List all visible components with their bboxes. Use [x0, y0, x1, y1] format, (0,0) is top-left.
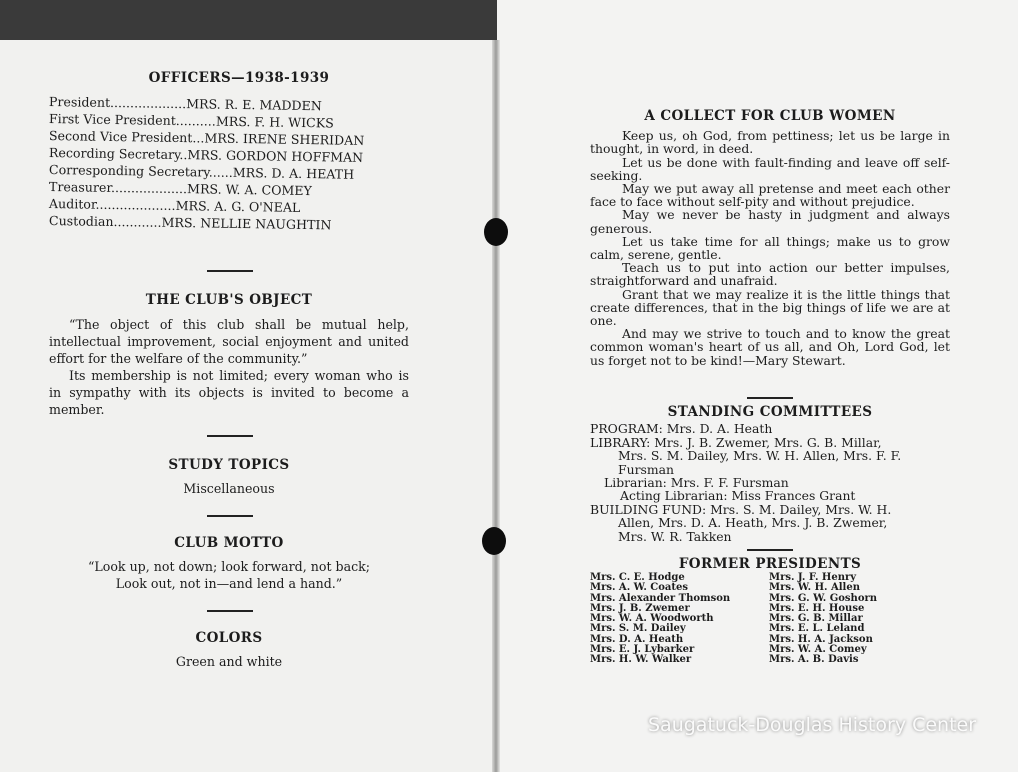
committee-line: LIBRARY: Mrs. J. B. Zwemer, Mrs. G. B. Millar, [590, 434, 882, 450]
divider [207, 515, 253, 517]
former-president: Mrs. H. W. Walker [590, 654, 692, 666]
officer-dots: .................... [95, 196, 176, 213]
divider [207, 270, 253, 272]
officer-role: Recording Secretary [48, 145, 180, 163]
motto-section [49, 535, 409, 592]
officer-name: MRS. NELLIE NAUGHTIN [161, 214, 332, 233]
study-text: Miscellaneous [183, 481, 275, 496]
officer-name: MRS. F. H. WICKS [215, 113, 334, 131]
committees-heading: STANDING COMMITTEES [667, 404, 873, 420]
officer-dots: ...... [208, 164, 233, 180]
officer-role: Second Vice President [48, 128, 193, 146]
collect-paragraph: Teach us to put into action our better impulses, straightforward and unafraid. [590, 260, 950, 289]
committee-line: BUILDING FUND: Mrs. S. M. Dailey, Mrs. W. H. [590, 501, 892, 517]
former-president: Mrs. J. B. Zwemer [590, 602, 690, 614]
committee-line: Acting Librarian: Miss Frances Grant [620, 488, 856, 504]
divider [747, 397, 793, 399]
officer-name: MRS. R. E. MADDEN [186, 96, 322, 114]
object-text [49, 316, 409, 418]
former-president: Mrs. G. W. Goshorn [769, 592, 878, 604]
former-president: Mrs. E. H. House [769, 602, 865, 614]
officers-list [48, 93, 409, 233]
colors-heading: COLORS [195, 630, 263, 646]
presidents-column-right [769, 573, 877, 666]
study-section [49, 457, 409, 497]
divider [207, 610, 253, 612]
binding-hole-top [484, 218, 508, 246]
colors-text: Green and white [175, 654, 283, 669]
committee-line: Librarian: Mrs. F. F. Fursman [604, 475, 789, 491]
colors-section [49, 630, 409, 670]
presidents-heading: FORMER PRESIDENTS [678, 556, 862, 572]
divider [207, 435, 253, 437]
officer-name: MRS. A. G. O'NEAL [175, 197, 301, 215]
object-heading: THE CLUB'S OBJECT [145, 292, 313, 308]
binding-hole-bottom [482, 527, 506, 555]
collect-section [590, 110, 950, 367]
former-president: Mrs. W. A. Woodworth [590, 613, 714, 625]
motto-line-2: Look out, not in—and lend a hand.” [115, 576, 343, 591]
officer-name: MRS. D. A. HEATH [232, 164, 355, 182]
officer-role: Custodian [48, 213, 114, 230]
former-president: Mrs. A. B. Davis [769, 654, 859, 666]
former-president: Mrs. E. J. Lybarker [590, 644, 695, 656]
former-president: Mrs. E. L. Leland [769, 623, 865, 635]
committee-line: Allen, Mrs. D. A. Heath, Mrs. J. B. Zwemer, [618, 515, 888, 531]
motto-line-1: “Look up, not down; look forward, not back; [87, 559, 371, 574]
object-paragraph-1: “The object of this club shall be mutual help, intellectual improvement, social enjoyment and united effort for the welfare of the community.” [49, 317, 409, 366]
collect-paragraph: May we never be hasty in judgment and always generous. [590, 207, 950, 236]
officer-name: MRS. GORDON HOFFMAN [187, 147, 364, 165]
committee-line: PROGRAM: Mrs. D. A. Heath [590, 421, 773, 437]
divider [747, 549, 793, 551]
former-president: Mrs. H. A. Jackson [769, 633, 873, 645]
former-president: Mrs. W. A. Comey [769, 644, 867, 656]
officer-dots: ................... [110, 179, 188, 197]
officer-dots: .......... [175, 112, 217, 129]
former-president: Mrs. S. M. Dailey [590, 623, 686, 635]
officer-role: Treasurer [48, 179, 112, 195]
collect-paragraph: And may we strive to touch and to know the great common woman's heart of us all, and Oh, Lord God, let us forget not to be kind!—Mary Stewart. [590, 326, 950, 368]
former-president: Mrs. W. H. Allen [769, 582, 860, 594]
collect-paragraph: Let us take time for all things; make us to grow calm, serene, gentle. [590, 233, 950, 263]
officers-section [48, 70, 409, 233]
former-president: Mrs. C. E. Hodge [590, 572, 685, 583]
committees-section [590, 406, 950, 543]
former-president: Mrs. A. W. Coates [590, 582, 689, 594]
watermark: Saugatuck-Douglas History Center [648, 714, 977, 736]
page-fold [492, 40, 500, 772]
study-heading: STUDY TOPICS [168, 457, 290, 473]
officer-name: MRS. IRENE SHERIDAN [204, 130, 365, 148]
former-president: Mrs. Alexander Thomson [590, 592, 731, 604]
officer-dots: ... [192, 130, 205, 146]
committee-line: Fursman [618, 461, 674, 477]
collect-paragraph: Keep us, oh God, from pettiness; let us be large in thought, in word, in deed. [590, 128, 950, 157]
former-president: Mrs. G. B. Millar [769, 613, 863, 625]
collect-text [590, 129, 950, 367]
former-president: Mrs. D. A. Heath [590, 633, 684, 645]
officers-heading: OFFICERS—1938-1939 [148, 70, 330, 86]
officer-role: Corresponding Secretary [48, 162, 209, 180]
officer-role: First Vice President [48, 111, 176, 128]
officer-role: President [48, 94, 111, 110]
collect-paragraph: Let us be done with fault-finding and leave off self-seeking. [590, 154, 950, 183]
committee-line: Mrs. S. M. Dailey, Mrs. W. H. Allen, Mrs. F. F. [618, 448, 902, 464]
committees-list [590, 422, 950, 543]
collect-paragraph: May we put away all pretense and meet each other face to face without self-pity and without prejudice. [590, 181, 950, 210]
officer-dots: ................... [109, 94, 187, 112]
committee-line: Mrs. W. R. Takken [618, 528, 732, 544]
collect-heading: A COLLECT FOR CLUB WOMEN [644, 108, 896, 124]
presidents-column-left [590, 573, 730, 666]
former-president: Mrs. J. F. Henry [769, 572, 857, 583]
motto-heading: CLUB MOTTO [174, 535, 284, 551]
object-paragraph-2: Its membership is not limited; every woman who is in sympathy with its objects is invited to become a member. [49, 368, 409, 417]
collect-paragraph: Grant that we may realize it is the little things that create differences, that in the big things of life we are at one. [590, 286, 950, 329]
officer-name: MRS. W. A. COMEY [187, 181, 313, 199]
officer-role: Auditor [48, 196, 96, 212]
officer-dots: .. [179, 147, 188, 163]
object-section [49, 292, 409, 418]
officer-dots: ............ [113, 214, 162, 230]
